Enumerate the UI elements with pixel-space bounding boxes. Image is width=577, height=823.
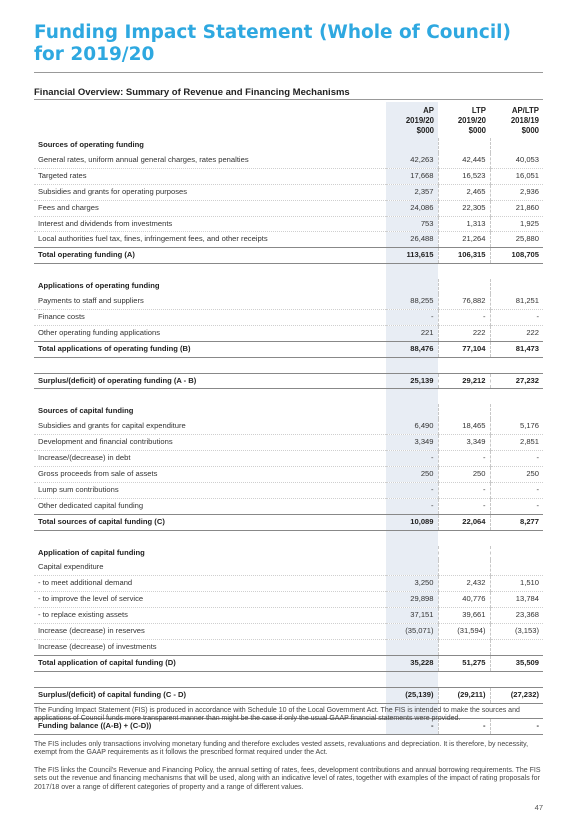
cell-ap-2019-20: 88,255: [386, 294, 438, 309]
cell-ap-ltp-2018-19: [490, 264, 543, 279]
cell-ltp-2019-20: [438, 639, 490, 655]
cell-ltp-2019-20: -: [438, 482, 490, 498]
table-row: [34, 482, 543, 498]
section-header-row: [34, 138, 543, 153]
cell-ap-ltp-2018-19: -: [490, 482, 543, 498]
spacer-row: [34, 671, 543, 687]
cell-ap-2019-20: [386, 671, 438, 687]
row-label: - to improve the level of service: [34, 592, 386, 608]
cell-ltp-2019-20: [438, 138, 490, 153]
cell-ap-ltp-2018-19: [490, 389, 543, 404]
cell-ltp-2019-20: [438, 671, 490, 687]
footnote-2: The FIS includes only transactions involving monetary funding and therefore excludes vested assets, revaluations and depreciation. It is therefore, by necessity, exempt from the GAAP requirements as it follows the prescribed format required under the Act.: [34, 741, 529, 757]
cell-ap-ltp-2018-19: 27,232: [490, 373, 543, 389]
table-row: [34, 608, 543, 624]
row-label: Increase/(decrease) in debt: [34, 451, 386, 467]
row-label: Increase (decrease) of investments: [34, 639, 386, 655]
row-label: Funding balance ((A-B) + (C-D)): [34, 719, 386, 735]
cell-ap-2019-20: [386, 560, 438, 575]
column-header-row: [34, 102, 543, 138]
cell-ltp-2019-20: 21,264: [438, 232, 490, 248]
row-label: Sources of capital funding: [38, 406, 134, 416]
spacer-row: [34, 530, 543, 545]
table-row: [34, 216, 543, 232]
table-row: [34, 309, 543, 325]
row-label: [34, 530, 386, 545]
cell-ltp-2019-20: [438, 546, 490, 561]
cell-ltp-2019-20: (31,594): [438, 624, 490, 640]
funding-table-wrap: [34, 102, 543, 735]
cell-ap-2019-20: -: [386, 498, 438, 514]
table-row: [34, 168, 543, 184]
funding-impact-table: [34, 102, 543, 735]
total-row: [34, 655, 543, 671]
table-row: [34, 560, 543, 575]
table-row: [34, 451, 543, 467]
row-label: Interest and dividends from investments: [34, 216, 386, 232]
cell-ap-2019-20: 88,476: [386, 341, 438, 357]
row-label: [34, 389, 386, 404]
cell-ltp-2019-20: 40,776: [438, 592, 490, 608]
cell-ltp-2019-20: 2,432: [438, 576, 490, 592]
cell-ap-ltp-2018-19: 1,925: [490, 216, 543, 232]
table-row: [34, 153, 543, 168]
row-label: Application of capital funding: [38, 547, 145, 557]
cell-ap-ltp-2018-19: [490, 279, 543, 294]
column-header-ap-ltp-2018-19: AP/LTP 2018/19 $000: [510, 106, 539, 135]
footnote-1: The Funding Impact Statement (FIS) is produced in accordance with Schedule 10 of the Local Government Act. The FIS is intended to make the sources and applications of Council funds more transparent manner than might be the case if only the usual GAAP financial statements were provided.: [34, 707, 520, 723]
row-label: Total application of capital funding (D): [34, 655, 386, 671]
cell-ap-2019-20: 113,615: [386, 248, 438, 264]
cell-ltp-2019-20: -: [438, 309, 490, 325]
cell-ap-ltp-2018-19: -: [490, 498, 543, 514]
cell-ap-ltp-2018-19: 25,880: [490, 232, 543, 248]
cell-ap-ltp-2018-19: -: [490, 309, 543, 325]
cell-ap-2019-20: [386, 546, 438, 561]
cell-ap-2019-20: 10,089: [386, 514, 438, 530]
cell-ap-2019-20: 24,086: [386, 200, 438, 216]
row-label: Payments to staff and suppliers: [34, 294, 386, 309]
cell-ap-2019-20: 6,490: [386, 419, 438, 434]
row-label: Total operating funding (A): [34, 248, 386, 264]
column-header-label: [34, 102, 386, 138]
cell-ltp-2019-20: 22,305: [438, 200, 490, 216]
cell-ap-ltp-2018-19: 5,176: [490, 419, 543, 434]
cell-ltp-2019-20: 18,465: [438, 419, 490, 434]
row-label: Targeted rates: [34, 168, 386, 184]
cell-ap-ltp-2018-19: [490, 560, 543, 575]
cell-ap-ltp-2018-19: [490, 671, 543, 687]
row-label: Surplus/(deficit) of operating funding (A - B): [34, 373, 386, 389]
row-label: Subsidies and grants for operating purposes: [34, 184, 386, 200]
row-label: Subsidies and grants for capital expenditure: [34, 419, 386, 434]
cell-ap-ltp-2018-19: -: [490, 451, 543, 467]
cell-ap-ltp-2018-19: [490, 639, 543, 655]
column-header-ltp-2019-20: LTP 2019/20 $000: [457, 106, 486, 135]
table-row: [34, 624, 543, 640]
cell-ap-2019-20: [386, 279, 438, 294]
table-row: [34, 419, 543, 434]
cell-ltp-2019-20: (29,211): [438, 687, 490, 703]
cell-ap-ltp-2018-19: [490, 138, 543, 153]
row-label: Finance costs: [34, 309, 386, 325]
total-row: [34, 373, 543, 389]
cell-ap-2019-20: 25,139: [386, 373, 438, 389]
spacer-row: [34, 264, 543, 279]
table-row: [34, 435, 543, 451]
cell-ap-2019-20: 250: [386, 466, 438, 482]
cell-ap-ltp-2018-19: 81,251: [490, 294, 543, 309]
cell-ap-2019-20: 221: [386, 325, 438, 341]
total-row: [34, 248, 543, 264]
cell-ltp-2019-20: 76,882: [438, 294, 490, 309]
cell-ltp-2019-20: 42,445: [438, 153, 490, 168]
table-row: [34, 294, 543, 309]
table-row: [34, 232, 543, 248]
row-label: Applications of operating funding: [38, 281, 160, 291]
cell-ap-2019-20: 753: [386, 216, 438, 232]
row-label: Increase (decrease) in reserves: [34, 624, 386, 640]
row-label: - to replace existing assets: [34, 608, 386, 624]
cell-ap-ltp-2018-19: 250: [490, 466, 543, 482]
row-label: Lump sum contributions: [34, 482, 386, 498]
cell-ap-ltp-2018-19: (27,232): [490, 687, 543, 703]
cell-ltp-2019-20: [438, 389, 490, 404]
row-label: [34, 264, 386, 279]
cell-ap-ltp-2018-19: 2,936: [490, 184, 543, 200]
cell-ap-ltp-2018-19: [490, 404, 543, 419]
cell-ltp-2019-20: [438, 404, 490, 419]
cell-ap-2019-20: 42,263: [386, 153, 438, 168]
cell-ap-2019-20: [386, 264, 438, 279]
cell-ap-2019-20: 37,151: [386, 608, 438, 624]
total-row: [34, 341, 543, 357]
cell-ap-2019-20: 29,898: [386, 592, 438, 608]
section-header-row: [34, 279, 543, 294]
cell-ap-2019-20: (35,071): [386, 624, 438, 640]
cell-ap-ltp-2018-19: 108,705: [490, 248, 543, 264]
row-label: Sources of operating funding: [38, 140, 144, 149]
cell-ltp-2019-20: [438, 264, 490, 279]
cell-ap-2019-20: -: [386, 482, 438, 498]
cell-ltp-2019-20: 77,104: [438, 341, 490, 357]
cell-ap-2019-20: -: [386, 309, 438, 325]
cell-ltp-2019-20: 39,661: [438, 608, 490, 624]
cell-ltp-2019-20: -: [438, 719, 490, 735]
cell-ltp-2019-20: [438, 560, 490, 575]
cell-ltp-2019-20: 222: [438, 325, 490, 341]
cell-ap-2019-20: 3,250: [386, 576, 438, 592]
cell-ap-ltp-2018-19: 35,509: [490, 655, 543, 671]
cell-ltp-2019-20: 29,212: [438, 373, 490, 389]
cell-ap-ltp-2018-19: 21,860: [490, 200, 543, 216]
table-row: [34, 576, 543, 592]
table-row: [34, 325, 543, 341]
cell-ltp-2019-20: 106,315: [438, 248, 490, 264]
cell-ap-ltp-2018-19: -: [490, 719, 543, 735]
cell-ltp-2019-20: -: [438, 498, 490, 514]
table-row: [34, 200, 543, 216]
row-label: Fees and charges: [34, 200, 386, 216]
row-label: Total applications of operating funding (B): [34, 341, 386, 357]
cell-ltp-2019-20: [438, 357, 490, 373]
cell-ap-2019-20: [386, 530, 438, 545]
row-label: Surplus/(deficit) of capital funding (C - D): [34, 687, 386, 703]
row-label: [34, 357, 386, 373]
spacer-row: [34, 357, 543, 373]
cell-ap-2019-20: 17,668: [386, 168, 438, 184]
table-row: [34, 466, 543, 482]
row-label: Capital expenditure: [34, 560, 386, 575]
cell-ltp-2019-20: 16,523: [438, 168, 490, 184]
row-label: - to meet additional demand: [34, 576, 386, 592]
cell-ap-2019-20: [386, 138, 438, 153]
cell-ap-ltp-2018-19: 16,051: [490, 168, 543, 184]
section-header-row: [34, 546, 543, 561]
row-label: Development and financial contributions: [34, 435, 386, 451]
spacer-row: [34, 389, 543, 404]
footnote-3: The FIS links the Council's Revenue and Financing Policy, the annual setting of rates, fees, development contributions and annual borrowing requirements. The FIS sets out the revenue and financing mechanisms that will be used, along with an indicative level of rates, together with examples of the impact of rating proposals for 2017/18 over a range of different categories of property and a range of different values.: [34, 767, 541, 791]
cell-ap-2019-20: -: [386, 719, 438, 735]
cell-ltp-2019-20: 250: [438, 466, 490, 482]
cell-ap-2019-20: 2,357: [386, 184, 438, 200]
row-label: [34, 671, 386, 687]
total-row: [34, 687, 543, 703]
cell-ap-ltp-2018-19: (3,153): [490, 624, 543, 640]
table-body: [34, 138, 543, 735]
page-title-line2: for 2019/20: [34, 44, 155, 65]
cell-ap-ltp-2018-19: 1,510: [490, 576, 543, 592]
table-row: [34, 184, 543, 200]
page-title-line1: Funding Impact Statement (Whole of Council): [34, 22, 511, 43]
cell-ap-2019-20: (25,139): [386, 687, 438, 703]
section-header-row: [34, 404, 543, 419]
cell-ap-2019-20: -: [386, 451, 438, 467]
cell-ap-2019-20: 3,349: [386, 435, 438, 451]
cell-ltp-2019-20: [438, 530, 490, 545]
row-label: Other dedicated capital funding: [34, 498, 386, 514]
cell-ltp-2019-20: [438, 279, 490, 294]
subtitle-divider: [34, 99, 543, 100]
cell-ap-ltp-2018-19: 40,053: [490, 153, 543, 168]
table-row: [34, 592, 543, 608]
cell-ltp-2019-20: 2,465: [438, 184, 490, 200]
cell-ap-ltp-2018-19: 81,473: [490, 341, 543, 357]
row-label: Local authorities fuel tax, fines, infringement fees, and other receipts: [34, 232, 386, 248]
cell-ltp-2019-20: 3,349: [438, 435, 490, 451]
cell-ltp-2019-20: 22,064: [438, 514, 490, 530]
table-subtitle: Financial Overview: Summary of Revenue and Financing Mechanisms: [34, 87, 350, 98]
cell-ap-ltp-2018-19: 2,851: [490, 435, 543, 451]
column-header-ap-2019-20: AP 2019/20 $000: [386, 102, 438, 138]
cell-ap-2019-20: [386, 404, 438, 419]
cell-ltp-2019-20: -: [438, 451, 490, 467]
cell-ltp-2019-20: 51,275: [438, 655, 490, 671]
cell-ap-ltp-2018-19: [490, 357, 543, 373]
cell-ap-ltp-2018-19: 8,277: [490, 514, 543, 530]
row-label: General rates, uniform annual general charges, rates penalties: [34, 153, 386, 168]
cell-ap-ltp-2018-19: [490, 546, 543, 561]
cell-ap-ltp-2018-19: 23,368: [490, 608, 543, 624]
cell-ap-2019-20: [386, 389, 438, 404]
total-row: [34, 514, 543, 530]
cell-ap-2019-20: 35,228: [386, 655, 438, 671]
page-number: 47: [534, 803, 543, 812]
title-divider: [34, 72, 543, 73]
cell-ap-ltp-2018-19: 13,784: [490, 592, 543, 608]
row-label: Other operating funding applications: [34, 325, 386, 341]
row-label: Gross proceeds from sale of assets: [34, 466, 386, 482]
table-row: [34, 498, 543, 514]
cell-ap-2019-20: [386, 357, 438, 373]
cell-ap-2019-20: [386, 639, 438, 655]
cell-ap-ltp-2018-19: [490, 530, 543, 545]
cell-ltp-2019-20: 1,313: [438, 216, 490, 232]
row-label: Total sources of capital funding (C): [34, 514, 386, 530]
page-title: [34, 22, 544, 66]
table-row: [34, 639, 543, 655]
cell-ap-2019-20: 26,488: [386, 232, 438, 248]
cell-ap-ltp-2018-19: 222: [490, 325, 543, 341]
